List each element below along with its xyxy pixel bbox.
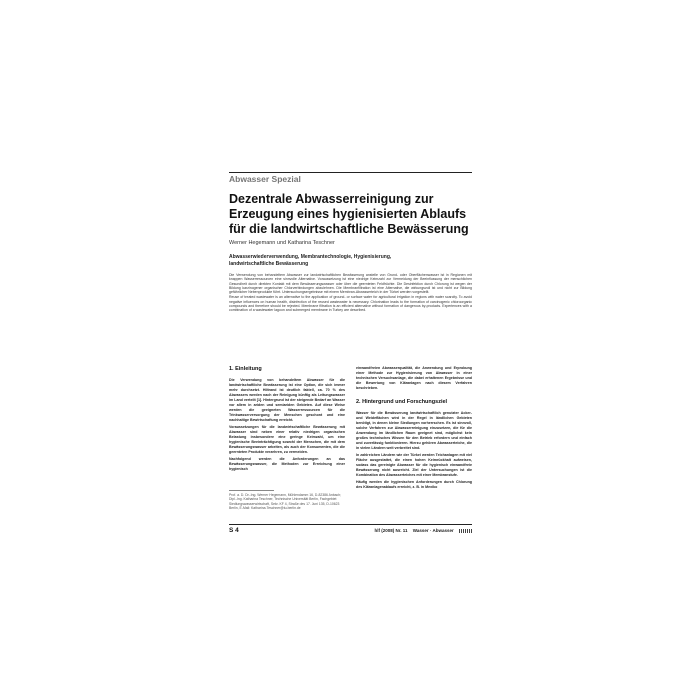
article-authors: Werner Hegemann und Katharina Teschner (229, 240, 335, 246)
author-footnote: Prof. a. D. Dr.-Ing. Werner Hegemann, Mühlendamm 16, D-82386 Anbach; Dipl.-Ing. Katharina Teschner, Technische Universität Berlin, Fachgebiet Siedlungswasserwirtschaft, Sekr. KF 4, Straße des 17. Juni 135, D-10623 Berlin, E-Mail: Katharina.Teschner@tu-berlin.de (229, 493, 342, 511)
left-column (229, 366, 345, 474)
section-2-paragraph: Häufig werden die hygienischen Anforderungen durch Chlorung des Kläranlagenablaufs erreicht, z. B. in Mexiko (356, 480, 472, 489)
page-number: S 4 (229, 527, 239, 534)
journal-reference (371, 528, 473, 533)
section-1-paragraph: Nachfolgend werden die Anforderungen an das Bewässerungswasser, die Methoden zur Erreichung einer hygienisch (229, 457, 345, 471)
header-rule (229, 172, 472, 173)
section-1-continuation: einwandfreien Abwasserqualität, die Anwendung und Erprobung einer Methode zur Hygienisierung von Abwasser in einer technischen Versuchsanlage, die dabei erhaltenen Ergebnisse und die Bewertung von Kläranlagen nach diesem Verfahren beschrieben. (356, 366, 472, 390)
footnote-rule (229, 490, 274, 491)
abstract (229, 273, 472, 348)
publisher-logo-icon (459, 529, 472, 533)
section-2-paragraph: In zahlreichen Ländern wie der Türkei werden Teichanlagen mit viel Fläche ausgestattet, die einen hohen Keimrückhalt aufweisen, sodass das gereinigte Abwasser für die hygienisch einwandfreie Bewässerung nicht ausreicht. Ziel der Untersuchungen ist die Kombination des Abwasserteiches mit einer Membranstufe. (356, 453, 472, 477)
article-keywords: Abwasserwiederverwendung, Membrantechnologie, Hygienisierung, landwirtschaftliche Bewässerung (229, 254, 392, 267)
journal-name: Wasser · Abwasser (412, 528, 454, 533)
article-title: Dezentrale Abwasserreinigung zur Erzeugung eines hygienisierten Ablaufs für die landwirtschaftliche Bewässerung (229, 192, 469, 236)
section-label: Abwasser Spezial (229, 174, 301, 184)
footer-rule (229, 524, 472, 525)
journal-issue: hlf (2008) Nr. 11 (374, 528, 408, 533)
section-1-paragraph: Die Verwendung von behandeltem Abwasser für die landwirtschaftliche Bewässerung ist eine Option, die sich immer mehr durchsetzt. Hiltrand ist deutlich faktell, ca. 70 % des Abwassers werden nach der Reinigung künftig als Leitungswasser im Land verteilt [1]. Hintergrund ist der steigende Bedarf an Wasser vor allem in ariden und semiariden Gebieten. Auf diese Weise werden die geeigneten Wasserressourcen für die Trinkwasserversorgung der Menschen geschont und eine nachhaltige Bewirtschaftung erreicht. (229, 378, 345, 422)
section-1-paragraph: Voraussetzungen für die landwirtschaftliche Bewässerung mit Abwasser sind neben einer relativ niedrigen organischen Belastung insbesondere eine geringe Keimzahl, um eine hygienische Beeinträchtigung sowohl der Menschen, die mit dem Bewässerungswasser arbeiten, als auch der Konsumenten, die die geernteten Produkte verzehren, zu vermeiden. (229, 425, 345, 454)
abstract-english: Reuse of treated wastewater is an alternative to the application of ground- or surface water for agricultural irrigation in regions with water scarcity. To avoid negative influences on human health, disinfection of the reused wastewater is necessary. Chlorination leads to the formation of carcinogenic chloroorganic compounds and therefore should be rejected. Membrane filtration is an efficient alternative without formation of dangerous by-products. Experiences with a combination of a wastewater lagoon and submerged membrane in Turkey are described. (229, 295, 472, 313)
abstract-german: Die Verwendung von behandeltem Abwasser zur landwirtschaftlichen Bewässerung anstelle von Grund- oder Oberflächenwasser ist in Regionen mit knappen Wasserressourcen eine sinnvolle Alternative. Voraussetzung ist eine niedrige Keimzahl zur Vermeidung der Beeinflussung der menschlichen Gesundheit durch direkten Kontakt mit dem Bewässerungswasser oder über die geernteten Feldfrüchte. Die Desinfektion durch Chlorung ist wegen der Bildung karzinogener organischer Chlorverbindungen abzulehnen. Die Membranfiltration ist eine Alternative, die wirkungsvoll ist und nicht zur Bildung gefährlicher Nebenprodukte führt. Untersuchungsergebnisse mit einem Membran-Abwasserteich in der Türkei werden vorgestellt. (229, 273, 472, 295)
right-column (356, 366, 472, 492)
section-2-paragraph: Wasser für die Bewässerung landwirtschaftlich genutzter Acker- und Weideflächen wird in der Regel in ländlichen Gebieten benötigt, in denen kleine Siedlungen vorherrschen. Es ist sinnvoll, solche Verfahren zur Abwasserreinigung einzusetzen, die für die Anwendung im ländlichen Raum geeignet sind, möglichst kein großes technisches Wissen für den Betrieb erfordern und einfach und zuverlässig funktionieren. Hierzu gehören Abwasserteiche, die in vielen Ländern weit verbreitet sind. (356, 411, 472, 450)
section-2-heading: 2. Hintergrund und Forschungsziel (356, 399, 448, 405)
section-1-heading: 1. Einleitung (229, 366, 262, 372)
